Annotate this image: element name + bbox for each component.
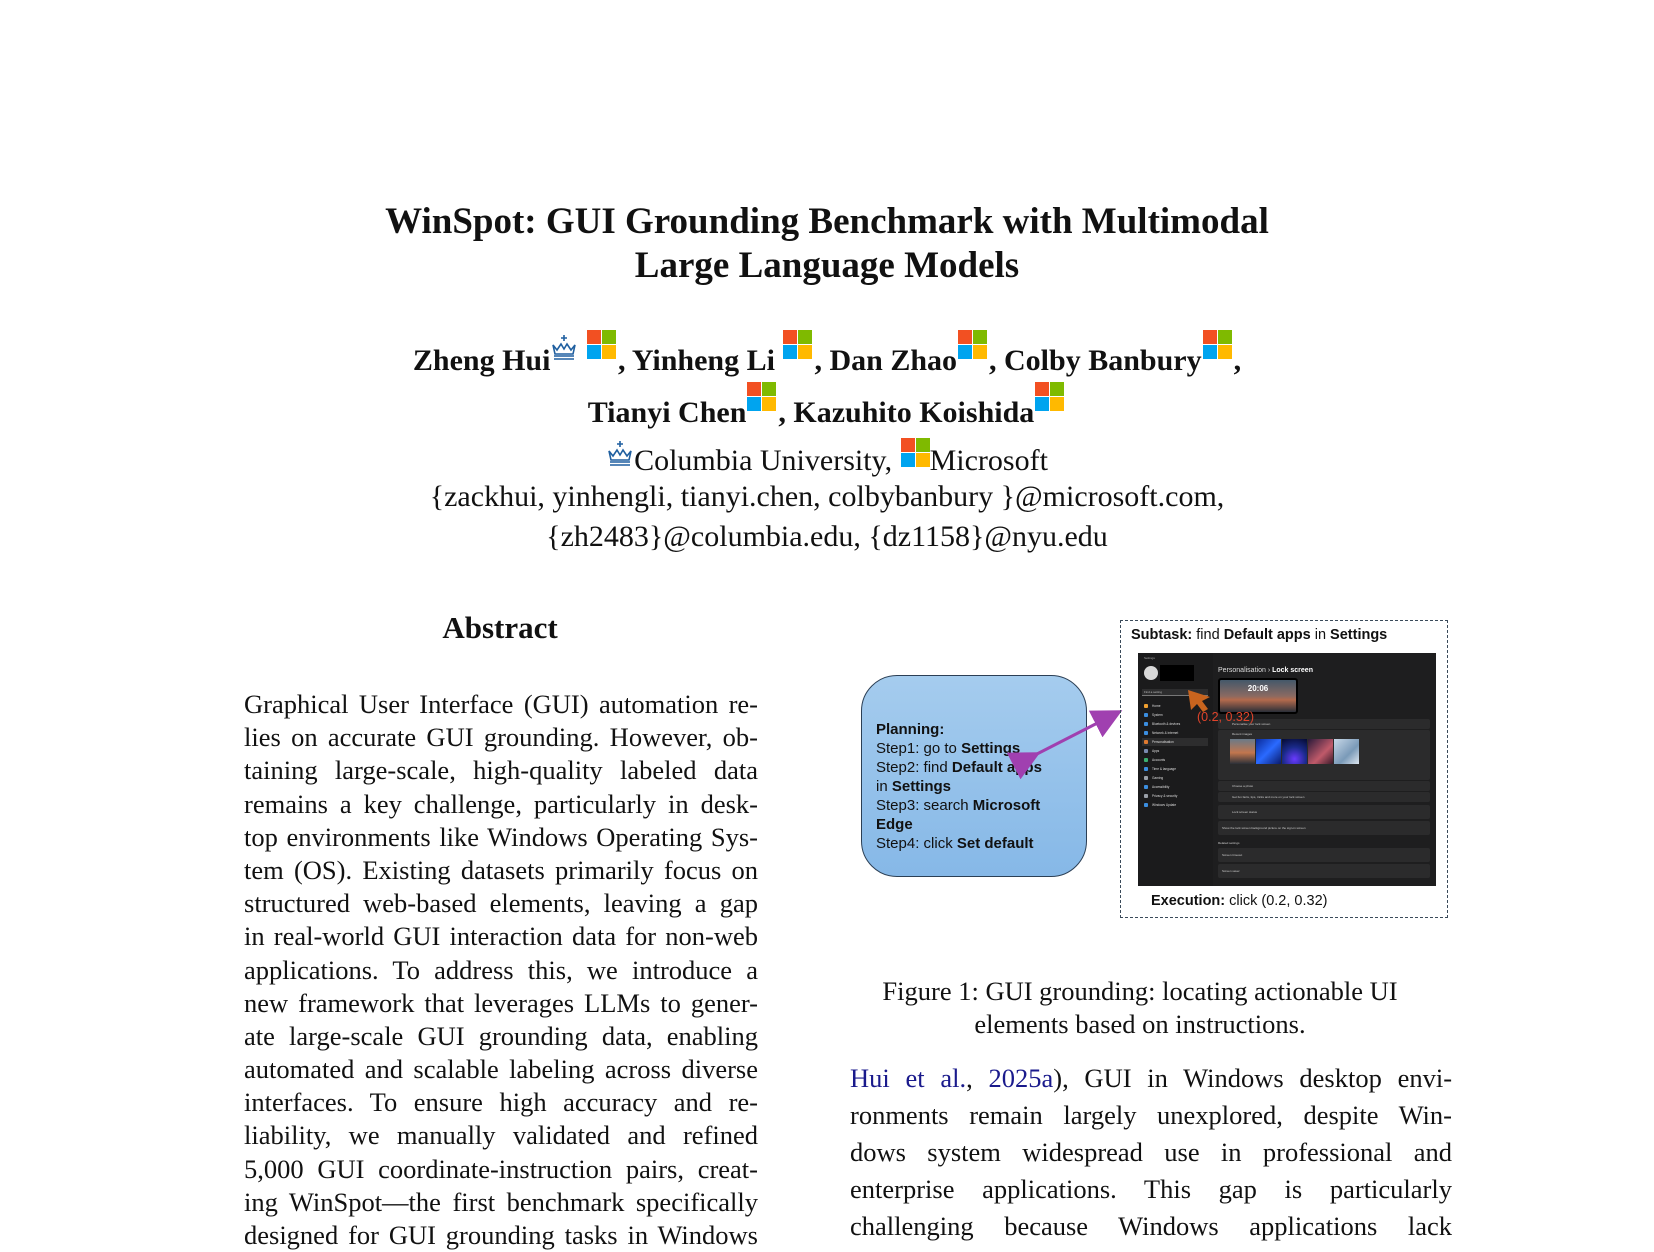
abstract-heading: Abstract [442,610,558,645]
author-name: Kazuhito Koishida [793,396,1035,429]
abstract-line: ing WinSpot—the first benchmark specifically [244,1186,758,1217]
search-input[interactable]: Find a setting [1142,689,1208,696]
abstract-line: new framework that leverages LLMs to gener- [244,987,758,1018]
abstract-line: 5,000 GUI coordinate-instruction pairs, creat- [244,1153,758,1184]
microsoft-logo-icon [958,330,988,360]
affiliations [0,437,1654,481]
microsoft-logo-icon [901,438,929,466]
plan-step-4: Step4: click Set default [876,835,1034,852]
nav-item[interactable]: Gaming [1142,774,1208,782]
author-name: Dan Zhao [829,344,958,377]
title-line-1: WinSpot: GUI Grounding Benchmark with Multimodal [385,201,1269,242]
settings-card[interactable]: Lock screen status [1218,805,1430,819]
affiliation-columbia: Columbia University, [634,444,893,477]
coordinate-label: (0.2, 0.32) [1197,710,1254,724]
nav-item[interactable]: Bluetooth & devices [1142,720,1208,728]
settings-card[interactable]: Choose a photo [1218,781,1430,791]
title-line-2: Large Language Models [634,245,1020,286]
abstract-line: designed for GUI grounding tasks in Windows [244,1220,758,1250]
abstract-line: structured web-based elements, leaving a gap [244,888,758,919]
settings-screenshot [1138,653,1436,886]
right-column-body [850,1060,1452,1245]
microsoft-logo-icon [1035,382,1065,412]
nav-item[interactable]: Accounts [1142,756,1208,764]
settings-card: Recent images [1218,730,1430,780]
abstract-line: remains a key challenge, particularly in desk- [244,788,758,819]
abstract-line: Graphical User Interface (GUI) automation re- [244,689,758,719]
planning-heading: Planning: [876,721,945,738]
body-line: challenging because Windows applications lack [850,1211,1452,1241]
settings-card[interactable]: Show the lock screen background picture on the sign-in screen [1218,821,1430,835]
emails-line-2: {zh2483}@columbia.edu, {dz1158}@nyu.edu [546,520,1108,553]
microsoft-logo-icon [747,382,777,412]
body-line: dows system widespread use in professional and [850,1137,1452,1167]
body-line: Hui et al., 2025a), GUI in Windows desktop envi- [850,1063,1453,1093]
settings-card[interactable]: Screen timeout [1218,848,1430,862]
settings-card[interactable]: Screen saver [1218,864,1430,878]
figure-1 [855,615,1455,920]
settings-card[interactable]: Personalise your lock screen [1218,719,1430,729]
subtask-title: Subtask: find Default apps in Settings [1131,627,1388,643]
abstract-line: applications. To address this, we introduce a [244,954,758,985]
execution-label: Execution: click (0.2, 0.32) [1151,893,1328,909]
microsoft-logo-icon [587,330,617,360]
authors-line-2: Tianyi Chen , Kazuhito Koishida [0,382,1654,433]
nav-item[interactable]: Apps [1142,747,1208,755]
clock-text: 20:06 [1247,684,1269,693]
abstract-line: taining large-scale, high-quality labeled data [244,755,758,786]
columbia-crown-icon [606,437,634,477]
author-name: Yinheng Li [631,344,775,377]
nav-item[interactable]: Privacy & security [1142,792,1208,800]
abstract-line: interfaces. To ensure high accuracy and re- [244,1087,758,1118]
nav-item[interactable]: System [1142,711,1208,719]
nav-item[interactable]: Time & language [1142,765,1208,773]
body-line: enterprise applications. This gap is particularly [850,1174,1452,1204]
abstract-line: ate large-scale GUI grounding data, enabling [244,1020,758,1051]
body-line: ronments remain largely unexplored, despite Win- [850,1100,1452,1130]
author-name: Zheng Hui [412,344,551,377]
plan-step-1: Step1: go to Settings [876,740,1021,757]
plan-step-3: Step3: search Microsoft [876,797,1041,814]
emails-line-1: {zackhui, yinhengli, tianyi.chen, colbybanbury }@microsoft.com, [429,480,1225,513]
breadcrumb: Personalisation › Lock screen [1218,667,1313,674]
abstract-line: top environments like Windows Operating Sys- [244,821,758,852]
section-label: Related settings [1218,841,1240,845]
nav-item[interactable]: Network & internet [1142,729,1208,737]
abstract-body [244,688,758,1252]
abstract-line: tem (OS). Existing datasets primarily focus on [244,854,758,885]
microsoft-logo-icon [1203,330,1233,360]
citation-link[interactable]: Hui et al. [850,1063,967,1093]
window-title: Settings [1144,656,1155,660]
abstract-line: in real-world GUI interaction data for non-web [244,921,758,952]
cursor-arrow-icon [1138,653,1436,886]
nav-item[interactable]: Accessibility [1142,783,1208,791]
affiliation-microsoft: Microsoft [929,444,1048,477]
subtask-box [1120,620,1448,918]
nav-item[interactable]: Home [1142,702,1208,710]
nav-item[interactable]: Windows Update [1142,801,1208,809]
columbia-crown-icon [550,331,578,371]
nav-item-selected[interactable]: Personalisation [1142,738,1208,746]
authors-line-1: Zheng Hui , Yinheng Li , Dan Zhao , Colby Banbury , [0,330,1654,381]
abstract-line: lies on accurate GUI grounding. However, ob- [244,722,758,753]
citation-year-link[interactable]: 2025a [988,1063,1054,1093]
microsoft-logo-icon [783,330,813,360]
settings-card[interactable]: Get fun facts, tips, tricks and more on your lock screen [1218,792,1430,802]
abstract-line: automated and scalable labeling across diverse [244,1054,758,1085]
abstract-line: liability, we manually validated and refined [244,1120,758,1151]
author-name: Tianyi Chen [587,396,747,429]
plan-step-2: Step2: find Default apps [876,759,1042,776]
paper-title [0,200,1654,288]
figure-caption: Figure 1: GUI grounding: locating actionable UI elements based on instructions. [882,976,1398,1039]
author-name: Colby Banbury [1004,344,1202,377]
planning-box: Planning: Step1: go to Settings Step2: find Default apps in Settings Step3: search Microsoft Edge Step4: click Set default [861,675,1087,877]
